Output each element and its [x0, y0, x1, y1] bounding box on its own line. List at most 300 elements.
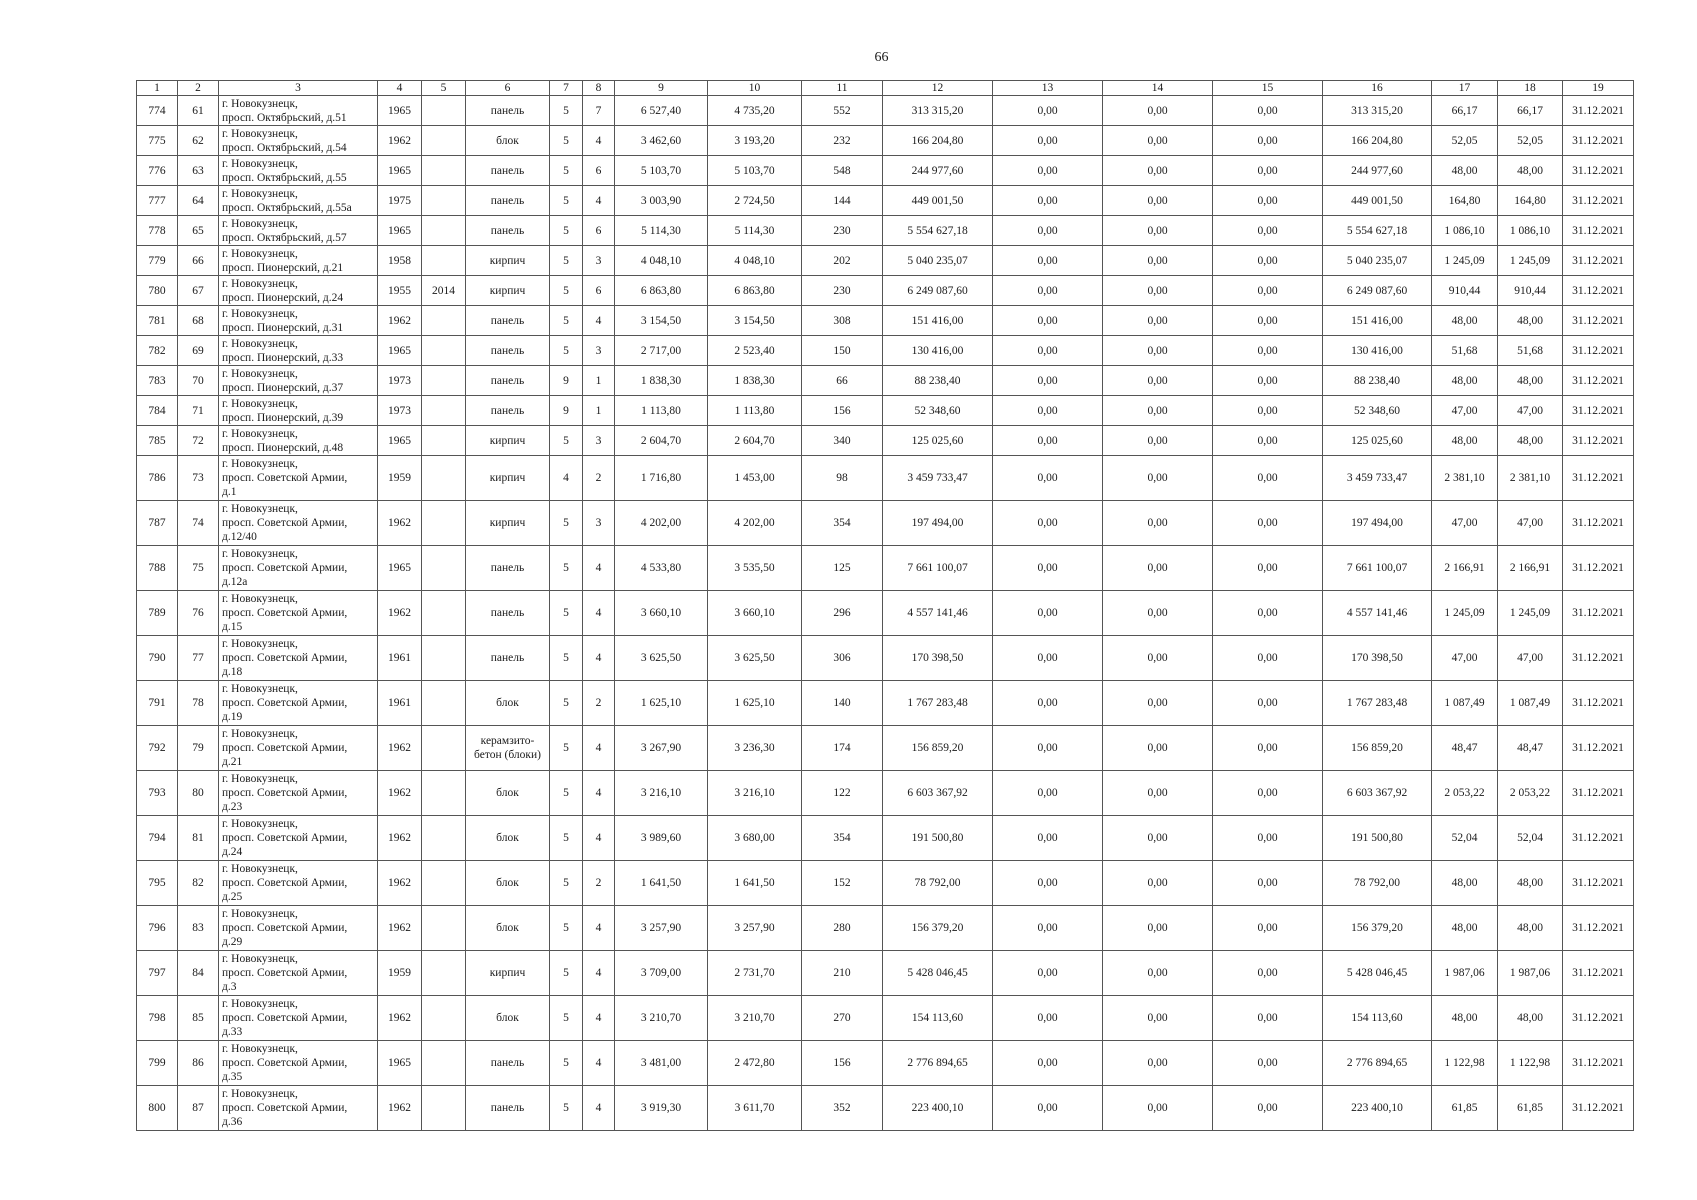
- table-row: [137, 366, 1634, 396]
- cell-col-17: 48,00: [1432, 426, 1498, 456]
- cell-col-9: 4 202,00: [615, 501, 708, 546]
- cell-col-12: 5 040 235,07: [883, 246, 993, 276]
- cell-col-5: [422, 126, 466, 156]
- cell-col-1: 794: [137, 816, 178, 861]
- cell-col-13: 0,00: [993, 246, 1103, 276]
- cell-col-19: 31.12.2021: [1563, 366, 1634, 396]
- address-cell: [219, 336, 378, 366]
- cell-col-17: 1 087,49: [1432, 681, 1498, 726]
- table-row: [137, 816, 1634, 861]
- column-header-17: 17: [1432, 81, 1498, 96]
- cell-col-16: 3 459 733,47: [1323, 456, 1432, 501]
- cell-col-11: 354: [802, 501, 883, 546]
- address-cell: [219, 366, 378, 396]
- cell-col-9: 1 716,80: [615, 456, 708, 501]
- cell-col-10: 1 453,00: [708, 456, 802, 501]
- cell-col-19: 31.12.2021: [1563, 906, 1634, 951]
- cell-col-6: панель: [466, 1086, 550, 1131]
- cell-col-6: кирпич: [466, 246, 550, 276]
- cell-col-18: 48,00: [1498, 156, 1563, 186]
- cell-col-16: 88 238,40: [1323, 366, 1432, 396]
- cell-col-2: 62: [178, 126, 219, 156]
- cell-col-16: 125 025,60: [1323, 426, 1432, 456]
- cell-col-8: 3: [583, 501, 615, 546]
- cell-col-18: 48,00: [1498, 996, 1563, 1041]
- cell-col-9: 3 003,90: [615, 186, 708, 216]
- cell-col-2: 75: [178, 546, 219, 591]
- cell-col-16: 7 661 100,07: [1323, 546, 1432, 591]
- cell-col-13: 0,00: [993, 726, 1103, 771]
- cell-col-18: 48,00: [1498, 906, 1563, 951]
- cell-col-2: 76: [178, 591, 219, 636]
- cell-col-18: 1 245,09: [1498, 246, 1563, 276]
- cell-col-12: 2 776 894,65: [883, 1041, 993, 1086]
- address-line: д.24: [222, 846, 243, 858]
- address-cell: [219, 816, 378, 861]
- cell-col-1: 791: [137, 681, 178, 726]
- cell-col-6: блок: [466, 771, 550, 816]
- cell-col-6: блок: [466, 816, 550, 861]
- cell-col-14: 0,00: [1103, 396, 1213, 426]
- address-line: г. Новокузнецк,: [222, 367, 298, 380]
- cell-col-8: 2: [583, 456, 615, 501]
- cell-col-6: кирпич: [466, 426, 550, 456]
- cell-col-13: 0,00: [993, 156, 1103, 186]
- cell-col-5: [422, 186, 466, 216]
- cell-col-5: [422, 546, 466, 591]
- cell-col-9: 3 210,70: [615, 996, 708, 1041]
- cell-col-15: 0,00: [1213, 246, 1323, 276]
- cell-col-11: 66: [802, 366, 883, 396]
- cell-col-13: 0,00: [993, 771, 1103, 816]
- cell-col-16: 197 494,00: [1323, 501, 1432, 546]
- cell-col-17: 1 987,06: [1432, 951, 1498, 996]
- cell-col-8: 3: [583, 246, 615, 276]
- cell-col-2: 61: [178, 96, 219, 126]
- cell-col-19: 31.12.2021: [1563, 336, 1634, 366]
- cell-col-12: 223 400,10: [883, 1086, 993, 1131]
- cell-col-13: 0,00: [993, 126, 1103, 156]
- cell-col-11: 270: [802, 996, 883, 1041]
- cell-col-12: 1 767 283,48: [883, 681, 993, 726]
- cell-col-14: 0,00: [1103, 186, 1213, 216]
- cell-col-4: 1965: [378, 426, 422, 456]
- cell-col-15: 0,00: [1213, 426, 1323, 456]
- cell-col-5: [422, 336, 466, 366]
- address-line: г. Новокузнецк,: [222, 548, 298, 560]
- address-line: просп. Пионерский, д.39: [222, 411, 344, 424]
- cell-col-19: 31.12.2021: [1563, 216, 1634, 246]
- column-header-9: 9: [615, 81, 708, 96]
- cell-col-9: 3 625,50: [615, 636, 708, 681]
- cell-col-13: 0,00: [993, 906, 1103, 951]
- address-cell: [219, 456, 378, 501]
- cell-col-6: блок: [466, 681, 550, 726]
- column-header-4: 4: [378, 81, 422, 96]
- cell-col-2: 63: [178, 156, 219, 186]
- cell-col-10: 3 257,90: [708, 906, 802, 951]
- cell-col-18: 48,00: [1498, 306, 1563, 336]
- cell-col-5: [422, 366, 466, 396]
- cell-col-19: 31.12.2021: [1563, 996, 1634, 1041]
- cell-col-11: 140: [802, 681, 883, 726]
- cell-col-2: 74: [178, 501, 219, 546]
- address-cell: [219, 771, 378, 816]
- cell-col-17: 2 053,22: [1432, 771, 1498, 816]
- cell-col-7: 5: [550, 861, 583, 906]
- cell-col-18: 47,00: [1498, 501, 1563, 546]
- cell-col-13: 0,00: [993, 216, 1103, 246]
- cell-col-5: [422, 396, 466, 426]
- cell-col-11: 296: [802, 591, 883, 636]
- cell-col-4: 1962: [378, 816, 422, 861]
- address-cell: [219, 96, 378, 126]
- address-cell: [219, 591, 378, 636]
- cell-col-1: 789: [137, 591, 178, 636]
- cell-col-12: 156 379,20: [883, 906, 993, 951]
- address-line: просп. Октябрьский, д.55: [222, 171, 347, 184]
- cell-col-1: 781: [137, 306, 178, 336]
- cell-col-7: 5: [550, 126, 583, 156]
- cell-col-2: 77: [178, 636, 219, 681]
- cell-col-19: 31.12.2021: [1563, 726, 1634, 771]
- address-line: г. Новокузнецк,: [222, 397, 298, 410]
- cell-col-11: 98: [802, 456, 883, 501]
- cell-col-9: 3 462,60: [615, 126, 708, 156]
- cell-col-4: 1959: [378, 951, 422, 996]
- cell-col-5: [422, 906, 466, 951]
- cell-col-18: 2 166,91: [1498, 546, 1563, 591]
- cell-col-1: 779: [137, 246, 178, 276]
- cell-col-1: 792: [137, 726, 178, 771]
- cell-col-6: блок: [466, 861, 550, 906]
- cell-col-10: 4 202,00: [708, 501, 802, 546]
- cell-col-6: панель: [466, 1041, 550, 1086]
- cell-col-9: 3 989,60: [615, 816, 708, 861]
- cell-col-4: 1962: [378, 306, 422, 336]
- cell-col-8: 1: [583, 366, 615, 396]
- table-row: [137, 1041, 1634, 1086]
- cell-col-13: 0,00: [993, 681, 1103, 726]
- cell-col-13: 0,00: [993, 1041, 1103, 1086]
- address-line: г. Новокузнецк,: [222, 307, 298, 320]
- cell-col-17: 52,04: [1432, 816, 1498, 861]
- cell-col-18: 52,04: [1498, 816, 1563, 861]
- cell-col-13: 0,00: [993, 306, 1103, 336]
- cell-col-16: 5 428 046,45: [1323, 951, 1432, 996]
- cell-col-4: 1959: [378, 456, 422, 501]
- cell-col-9: 6 527,40: [615, 96, 708, 126]
- cell-col-2: 67: [178, 276, 219, 306]
- column-header-14: 14: [1103, 81, 1213, 96]
- cell-col-9: 3 709,00: [615, 951, 708, 996]
- cell-col-17: 1 245,09: [1432, 591, 1498, 636]
- cell-col-7: 5: [550, 216, 583, 246]
- cell-col-2: 66: [178, 246, 219, 276]
- cell-col-5: [422, 771, 466, 816]
- cell-col-2: 87: [178, 1086, 219, 1131]
- column-header-10: 10: [708, 81, 802, 96]
- table-row: [137, 861, 1634, 906]
- cell-col-7: 5: [550, 591, 583, 636]
- cell-col-13: 0,00: [993, 96, 1103, 126]
- cell-col-4: 1975: [378, 186, 422, 216]
- cell-col-4: 1973: [378, 396, 422, 426]
- cell-col-11: 354: [802, 816, 883, 861]
- address-line: просп. Пионерский, д.24: [222, 291, 344, 304]
- cell-col-4: 1962: [378, 771, 422, 816]
- cell-col-5: [422, 591, 466, 636]
- cell-col-10: 3 660,10: [708, 591, 802, 636]
- cell-col-2: 73: [178, 456, 219, 501]
- cell-col-16: 166 204,80: [1323, 126, 1432, 156]
- table-row: [137, 216, 1634, 246]
- cell-col-11: 125: [802, 546, 883, 591]
- cell-col-13: 0,00: [993, 426, 1103, 456]
- cell-col-13: 0,00: [993, 396, 1103, 426]
- cell-col-7: 4: [550, 456, 583, 501]
- cell-col-7: 5: [550, 906, 583, 951]
- cell-col-8: 4: [583, 306, 615, 336]
- cell-col-6: блок: [466, 906, 550, 951]
- cell-col-5: [422, 1086, 466, 1131]
- cell-col-19: 31.12.2021: [1563, 816, 1634, 861]
- cell-col-9: 3 216,10: [615, 771, 708, 816]
- cell-col-5: [422, 456, 466, 501]
- cell-col-15: 0,00: [1213, 126, 1323, 156]
- cell-col-9: 2 717,00: [615, 336, 708, 366]
- cell-col-12: 88 238,40: [883, 366, 993, 396]
- table-row: [137, 156, 1634, 186]
- cell-col-11: 280: [802, 906, 883, 951]
- column-header-12: 12: [883, 81, 993, 96]
- cell-col-19: 31.12.2021: [1563, 156, 1634, 186]
- cell-col-19: 31.12.2021: [1563, 681, 1634, 726]
- cell-col-2: 68: [178, 306, 219, 336]
- cell-col-7: 5: [550, 306, 583, 336]
- cell-col-18: 51,68: [1498, 336, 1563, 366]
- cell-col-2: 81: [178, 816, 219, 861]
- cell-col-1: 778: [137, 216, 178, 246]
- address-cell: [219, 156, 378, 186]
- cell-col-13: 0,00: [993, 366, 1103, 396]
- cell-col-2: 86: [178, 1041, 219, 1086]
- cell-col-8: 6: [583, 156, 615, 186]
- address-line: г. Новокузнецк,: [222, 818, 298, 830]
- cell-col-17: 48,00: [1432, 996, 1498, 1041]
- cell-col-2: 78: [178, 681, 219, 726]
- cell-col-11: 210: [802, 951, 883, 996]
- cell-col-13: 0,00: [993, 636, 1103, 681]
- cell-col-17: 1 245,09: [1432, 246, 1498, 276]
- table-row: [137, 96, 1634, 126]
- cell-col-15: 0,00: [1213, 186, 1323, 216]
- address-line: просп. Советской Армии,: [222, 517, 348, 529]
- cell-col-14: 0,00: [1103, 156, 1213, 186]
- table-row: [137, 906, 1634, 951]
- address-line: просп. Советской Армии,: [222, 787, 348, 799]
- cell-col-7: 5: [550, 336, 583, 366]
- cell-col-15: 0,00: [1213, 996, 1323, 1041]
- cell-col-12: 5 554 627,18: [883, 216, 993, 246]
- cell-col-18: 47,00: [1498, 636, 1563, 681]
- page-number: 66: [874, 50, 889, 65]
- cell-col-17: 47,00: [1432, 636, 1498, 681]
- cell-col-6: керамзито-бетон (блоки): [466, 726, 550, 771]
- table-row: [137, 456, 1634, 501]
- cell-col-17: 48,47: [1432, 726, 1498, 771]
- cell-col-5: [422, 216, 466, 246]
- cell-col-15: 0,00: [1213, 906, 1323, 951]
- cell-col-7: 9: [550, 396, 583, 426]
- cell-col-9: 5 103,70: [615, 156, 708, 186]
- address-cell: [219, 681, 378, 726]
- cell-col-12: 78 792,00: [883, 861, 993, 906]
- cell-col-16: 154 113,60: [1323, 996, 1432, 1041]
- address-line: просп. Советской Армии,: [222, 1057, 348, 1069]
- address-line: г. Новокузнецк,: [222, 953, 298, 965]
- cell-col-10: 4 735,20: [708, 96, 802, 126]
- cell-col-7: 5: [550, 426, 583, 456]
- address-cell: [219, 1086, 378, 1131]
- address-line: г. Новокузнецк,: [222, 247, 298, 260]
- cell-col-5: [422, 306, 466, 336]
- address-line: д.35: [222, 1071, 243, 1083]
- cell-col-1: 800: [137, 1086, 178, 1131]
- cell-col-18: 164,80: [1498, 186, 1563, 216]
- cell-col-19: 31.12.2021: [1563, 1041, 1634, 1086]
- cell-col-13: 0,00: [993, 1086, 1103, 1131]
- cell-col-8: 4: [583, 996, 615, 1041]
- address-line: г. Новокузнецк,: [222, 683, 298, 695]
- address-line: просп. Пионерский, д.48: [222, 441, 344, 454]
- cell-col-19: 31.12.2021: [1563, 396, 1634, 426]
- cell-col-2: 79: [178, 726, 219, 771]
- cell-col-4: 1962: [378, 861, 422, 906]
- cell-col-13: 0,00: [993, 501, 1103, 546]
- cell-col-19: 31.12.2021: [1563, 546, 1634, 591]
- address-line: просп. Октябрьский, д.51: [222, 111, 347, 124]
- cell-col-9: 3 481,00: [615, 1041, 708, 1086]
- cell-col-8: 4: [583, 186, 615, 216]
- cell-col-2: 82: [178, 861, 219, 906]
- address-line: просп. Советской Армии,: [222, 607, 348, 619]
- cell-col-19: 31.12.2021: [1563, 501, 1634, 546]
- cell-col-18: 1 087,49: [1498, 681, 1563, 726]
- cell-col-7: 5: [550, 636, 583, 681]
- housing-registry-table: [136, 80, 1634, 1131]
- cell-col-8: 4: [583, 636, 615, 681]
- cell-col-11: 144: [802, 186, 883, 216]
- address-line: д.23: [222, 801, 243, 813]
- cell-col-17: 2 166,91: [1432, 546, 1498, 591]
- cell-col-6: кирпич: [466, 951, 550, 996]
- cell-col-16: 52 348,60: [1323, 396, 1432, 426]
- cell-col-4: 1962: [378, 126, 422, 156]
- cell-col-5: [422, 996, 466, 1041]
- cell-col-11: 230: [802, 276, 883, 306]
- cell-col-18: 1 987,06: [1498, 951, 1563, 996]
- cell-col-4: 1965: [378, 1041, 422, 1086]
- cell-col-5: [422, 501, 466, 546]
- table-row: [137, 126, 1634, 156]
- cell-col-15: 0,00: [1213, 306, 1323, 336]
- cell-col-12: 170 398,50: [883, 636, 993, 681]
- cell-col-6: панель: [466, 636, 550, 681]
- address-line: г. Новокузнецк,: [222, 127, 298, 140]
- cell-col-7: 5: [550, 186, 583, 216]
- address-cell: [219, 726, 378, 771]
- cell-col-4: 1965: [378, 96, 422, 126]
- cell-col-12: 7 661 100,07: [883, 546, 993, 591]
- cell-col-16: 2 776 894,65: [1323, 1041, 1432, 1086]
- address-line: г. Новокузнецк,: [222, 1088, 298, 1100]
- cell-col-18: 66,17: [1498, 96, 1563, 126]
- cell-col-7: 5: [550, 246, 583, 276]
- cell-col-7: 5: [550, 996, 583, 1041]
- cell-col-17: 1 086,10: [1432, 216, 1498, 246]
- cell-col-14: 0,00: [1103, 861, 1213, 906]
- cell-col-2: 69: [178, 336, 219, 366]
- cell-col-6: панель: [466, 591, 550, 636]
- cell-col-12: 154 113,60: [883, 996, 993, 1041]
- address-line: г. Новокузнецк,: [222, 157, 298, 170]
- cell-col-1: 799: [137, 1041, 178, 1086]
- cell-col-16: 313 315,20: [1323, 96, 1432, 126]
- cell-col-10: 6 863,80: [708, 276, 802, 306]
- cell-col-17: 48,00: [1432, 906, 1498, 951]
- cell-col-9: 3 267,90: [615, 726, 708, 771]
- cell-col-8: 4: [583, 546, 615, 591]
- address-cell: [219, 306, 378, 336]
- cell-col-14: 0,00: [1103, 1041, 1213, 1086]
- cell-col-19: 31.12.2021: [1563, 771, 1634, 816]
- cell-col-11: 150: [802, 336, 883, 366]
- cell-col-10: 2 724,50: [708, 186, 802, 216]
- cell-col-10: 3 210,70: [708, 996, 802, 1041]
- cell-col-1: 786: [137, 456, 178, 501]
- address-line: г. Новокузнецк,: [222, 217, 298, 230]
- cell-col-12: 3 459 733,47: [883, 456, 993, 501]
- cell-col-1: 782: [137, 336, 178, 366]
- cell-col-1: 780: [137, 276, 178, 306]
- cell-col-14: 0,00: [1103, 996, 1213, 1041]
- cell-col-16: 5 040 235,07: [1323, 246, 1432, 276]
- address-line: г. Новокузнецк,: [222, 908, 298, 920]
- address-line: г. Новокузнецк,: [222, 593, 298, 605]
- cell-col-19: 31.12.2021: [1563, 246, 1634, 276]
- address-line: просп. Пионерский, д.33: [222, 351, 344, 364]
- cell-col-10: 5 103,70: [708, 156, 802, 186]
- column-header-6: 6: [466, 81, 550, 96]
- cell-col-16: 78 792,00: [1323, 861, 1432, 906]
- cell-col-17: 910,44: [1432, 276, 1498, 306]
- cell-col-16: 223 400,10: [1323, 1086, 1432, 1131]
- cell-col-7: 5: [550, 501, 583, 546]
- cell-col-10: 3 216,10: [708, 771, 802, 816]
- cell-col-14: 0,00: [1103, 456, 1213, 501]
- cell-col-13: 0,00: [993, 186, 1103, 216]
- cell-col-10: 5 114,30: [708, 216, 802, 246]
- cell-col-4: 1962: [378, 906, 422, 951]
- address-line: просп. Пионерский, д.31: [222, 321, 344, 334]
- address-line: д.1: [222, 486, 237, 498]
- cell-col-17: 48,00: [1432, 306, 1498, 336]
- table-row: [137, 336, 1634, 366]
- cell-col-7: 5: [550, 546, 583, 591]
- cell-col-19: 31.12.2021: [1563, 1086, 1634, 1131]
- cell-col-8: 4: [583, 906, 615, 951]
